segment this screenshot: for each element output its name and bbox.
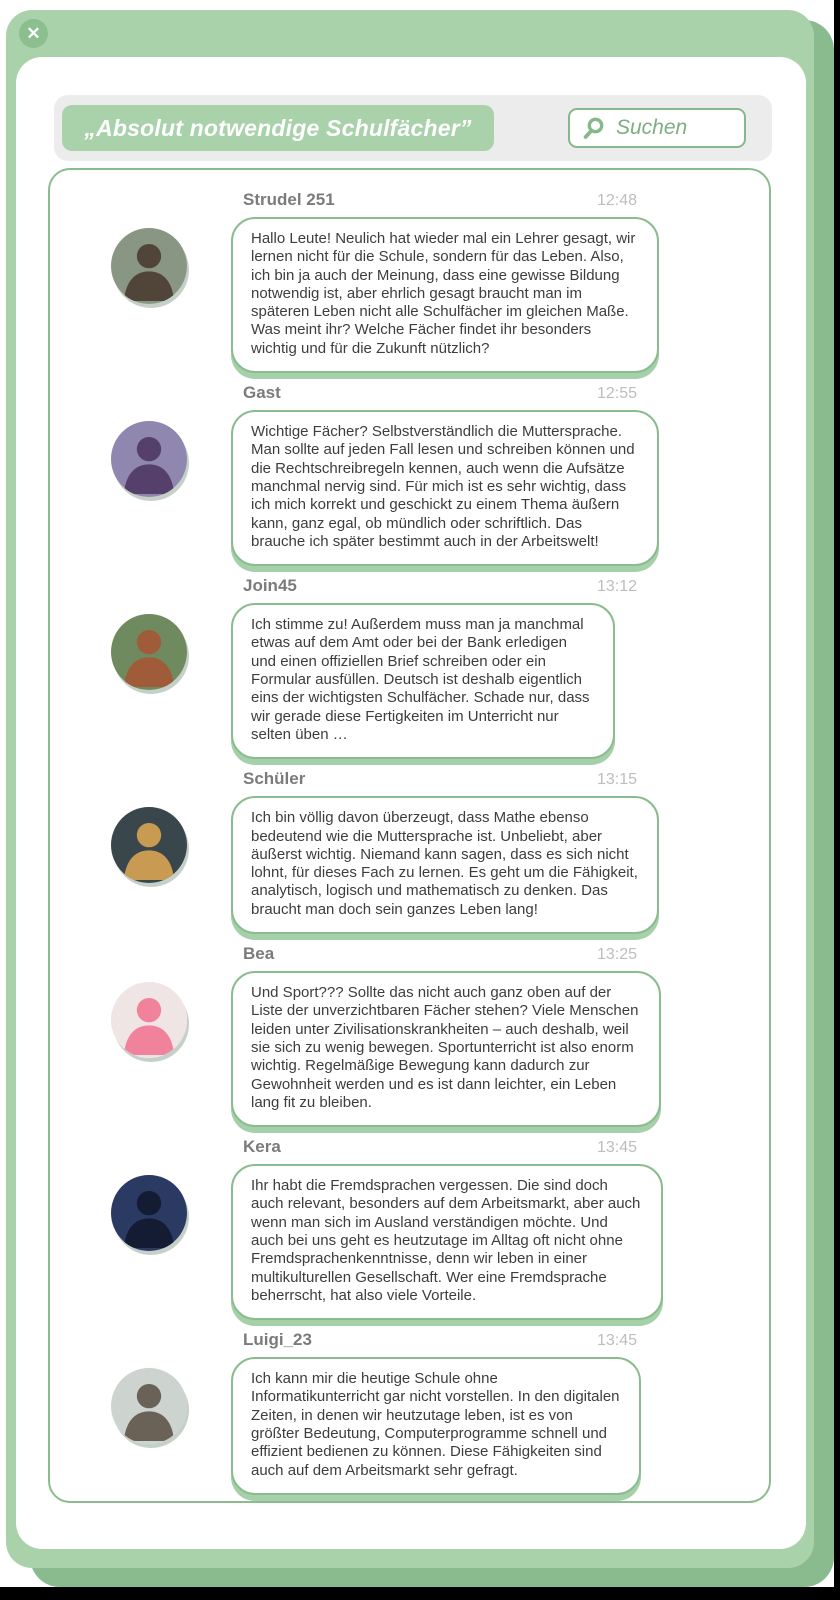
message-bubble: Ich kann mir die heutige Schule ohne Informatikunterricht gar nicht vorstellen. In den digitalen Zeiten, in denen wir heutzutage leben, ist es von größter Bedeutung, Computerprogramme schnell und effizient bedienen zu können. Diese Fähigkeiten sind auch auf dem Arbeitsmarkt sehr gefragt. [231,1357,641,1495]
username[interactable]: Kera [243,1137,281,1157]
username[interactable]: Gast [243,383,281,403]
user-photo-icon [111,421,187,497]
timestamp: 13:15 [596,771,637,789]
chat-thread [48,168,771,1503]
username[interactable]: Join45 [243,576,297,596]
message-bubble: Ich bin völlig davon überzeugt, dass Mathe ebenso bedeutend wie die Muttersprache ist. Unbeliebt, aber äußerst wichtig. Niemand kann sagen, dass es sich nicht lohnt, für dieses Fach zu lernen. Es geht um die Fähigkeit, analytisch, logisch und mathematisch zu denken. Das braucht man doch sein ganzes Leben lang! [231,796,659,934]
chat-message [111,944,769,1127]
user-photo-icon [111,982,187,1058]
search-input[interactable] [568,108,746,148]
avatar [111,1175,187,1251]
topbar [54,95,772,161]
message-bubble: Hallo Leute! Neulich hat wieder mal ein Lehrer gesagt, wir lernen nicht für die Schule, sondern für das Leben. Also, ich bin ja auch der Meinung, dass eine gewisse Bildung notwendig ist, aber ehrlich gesagt braucht man im späteren Leben nicht alle Schulfächer im gleichen Maße. Was meint ihr? Welche Fächer findet ihr besonders wichtig und für die Zukunft nützlich? [231,217,659,373]
user-photo-icon [111,228,187,304]
message-bubble: Und Sport??? Sollte das nicht auch ganz oben auf der Liste der unverzichtbaren Fächer stehen? Viele Menschen leiden unter Zivilisationskrankheiten – auch deshalb, weil sie sich zu wenig bewegen. Sportunterricht ist also enorm wichtig. Regelmäßige Bewegung kann dadurch zur Gewohnheit werden und es ist dann leichter, ein Leben lang fit zu bleiben. [231,971,661,1127]
timestamp: 13:45 [596,1332,637,1350]
screen-edge-right [834,0,840,1600]
avatar [111,421,187,497]
close-icon: ✕ [26,23,41,43]
close-button[interactable] [19,19,48,48]
avatar [111,1368,187,1444]
chat-message [111,383,769,566]
forum-card [16,57,806,1549]
screen-edge-bottom [0,1587,840,1600]
username[interactable]: Bea [243,944,275,964]
user-photo-icon [111,614,187,690]
avatar [111,807,187,883]
user-photo-icon [111,1175,187,1251]
user-photo-icon [111,1368,187,1444]
search-icon [582,116,606,140]
user-photo-icon [111,807,187,883]
avatar [111,228,187,304]
message-bubble: Ich stimme zu! Außerdem muss man ja manchmal etwas auf dem Amt oder bei der Bank erledigen und einen offiziellen Brief schreiben oder ein Formular ausfüllen. Deutsch ist deshalb eigentlich eins der wichtigsten Schulfächer. Schade nur, dass wir gerade diese Fertigkeiten im Unterricht nur selten üben … [231,603,615,759]
username[interactable]: Strudel 251 [243,190,335,209]
timestamp: 13:45 [596,1139,637,1157]
timestamp: 13:12 [596,578,637,596]
chat-message [111,576,769,759]
page-title: „Absolut notwendige Schulfächer” [84,114,472,141]
chat-message [111,190,769,373]
chat-message [111,1137,769,1320]
username[interactable]: Schüler [243,769,306,789]
timestamp: 12:55 [596,385,637,403]
chat-message [111,1330,769,1495]
search-placeholder: Suchen [616,116,688,139]
message-bubble: Wichtige Fächer? Selbstverständlich die Muttersprache. Man sollte auf jeden Fall lesen und schreiben können und die Rechtschreibregeln kennen, auch wenn die Aufsätze manchmal nervig sind. Für mich ist es sehr wichtig, dass ich mich korrekt und geschickt zu einem Thema äußern kann, ganz egal, ob mündlich oder schriftlich. Das brauche ich später bestimmt auch in der Arbeitswelt! [231,410,659,566]
message-bubble: Ihr habt die Fremdsprachen vergessen. Die sind doch auch relevant, besonders auf dem Arbeitsmarkt, aber auch wenn man sich im Ausland verständigen möchte. Und auch bei uns geht es heutzutage im Alltag oft nicht ohne Fremdsprachenkenntnisse, denn wir leben in einer multikulturellen Gesellschaft. Wer eine Fremdsprache beherrscht, hat also viele Vorteile. [231,1164,663,1320]
username[interactable]: Luigi_23 [243,1330,312,1350]
chat-message [111,769,769,934]
thread-title-pill [62,105,494,151]
avatar [111,614,187,690]
avatar [111,982,187,1058]
timestamp: 12:48 [596,192,637,209]
timestamp: 13:25 [596,946,637,964]
